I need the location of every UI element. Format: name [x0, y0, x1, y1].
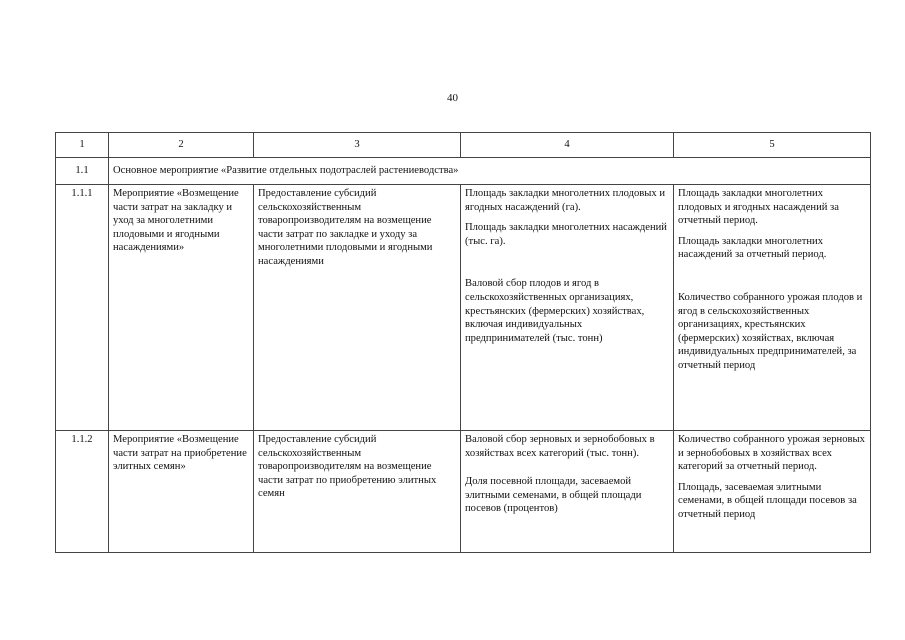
definitions-cell [674, 431, 871, 553]
row-number: 1.1.2 [56, 431, 109, 553]
measure-description: Предоставление субсидий сельскохозяйственным товаропроизводителям на возмещение части затрат по приобретению элитных семян [254, 431, 461, 553]
section-title: Основное мероприятие «Развитие отдельных подотраслей растениеводства» [109, 158, 871, 185]
section-number: 1.1 [56, 158, 109, 185]
header-cell: 4 [461, 133, 674, 158]
indicator: Доля посевной площади, засеваемой элитными семенами, в общей площади посевов (процентов) [465, 476, 642, 515]
definition: Площадь закладки многолетних плодовых и ягодных насаждений за отчетный период. [678, 188, 839, 227]
indicators-cell [461, 185, 674, 431]
page-number: 40 [447, 92, 458, 104]
indicator: Площадь закладки многолетних плодовых и ягодных насаждений (га). [465, 188, 666, 213]
section-row [56, 158, 871, 185]
header-cell: 3 [254, 133, 461, 158]
header-row [56, 133, 871, 158]
table-row [56, 185, 871, 431]
header-cell: 5 [674, 133, 871, 158]
definitions-cell [674, 185, 871, 431]
definition: Площадь закладки многолетних насаждений за отчетный период. [678, 235, 827, 261]
indicator: Валовой сбор зерновых и зернобобовых в хозяйствах всех категорий (тыс. тонн). [465, 434, 655, 459]
measure-name: Мероприятие «Возмещение части затрат на закладку и уход за многолетними плодовыми и ягодными насаждениями» [109, 185, 254, 431]
definition: Площадь, засеваемая элитными семенами, в общей площади посевов за отчетный период [678, 481, 857, 520]
indicator: Валовой сбор плодов и ягод в сельскохозяйственных организациях, крестьянских (фермерских) хозяйствах, включая индивидуальных предпринимателей (тыс. тонн) [465, 278, 645, 344]
measure-description: Предоставление субсидий сельскохозяйственным товаропроизводителям на возмещение части затрат по закладке и уходу за многолетними плодовыми и ягодными насаждениями [254, 185, 461, 431]
measures-table [55, 132, 871, 553]
table-row [56, 431, 871, 553]
measure-name: Мероприятие «Возмещение части затрат на приобретение элитных семян» [109, 431, 254, 553]
definition: Количество собранного урожая плодов и ягод в сельскохозяйственных организациях, крестьянских (фермерских) хозяйствах, включая индивидуальных предпринимателей, за отчетный период [678, 291, 863, 371]
definition: Количество собранного урожая зерновых и зернобобовых в хозяйствах всех категорий за отчетный период. [678, 434, 865, 473]
header-cell: 1 [56, 133, 109, 158]
indicator: Площадь закладки многолетних насаждений (тыс. га). [465, 222, 667, 247]
indicators-cell [461, 431, 674, 553]
header-cell: 2 [109, 133, 254, 158]
row-number: 1.1.1 [56, 185, 109, 431]
